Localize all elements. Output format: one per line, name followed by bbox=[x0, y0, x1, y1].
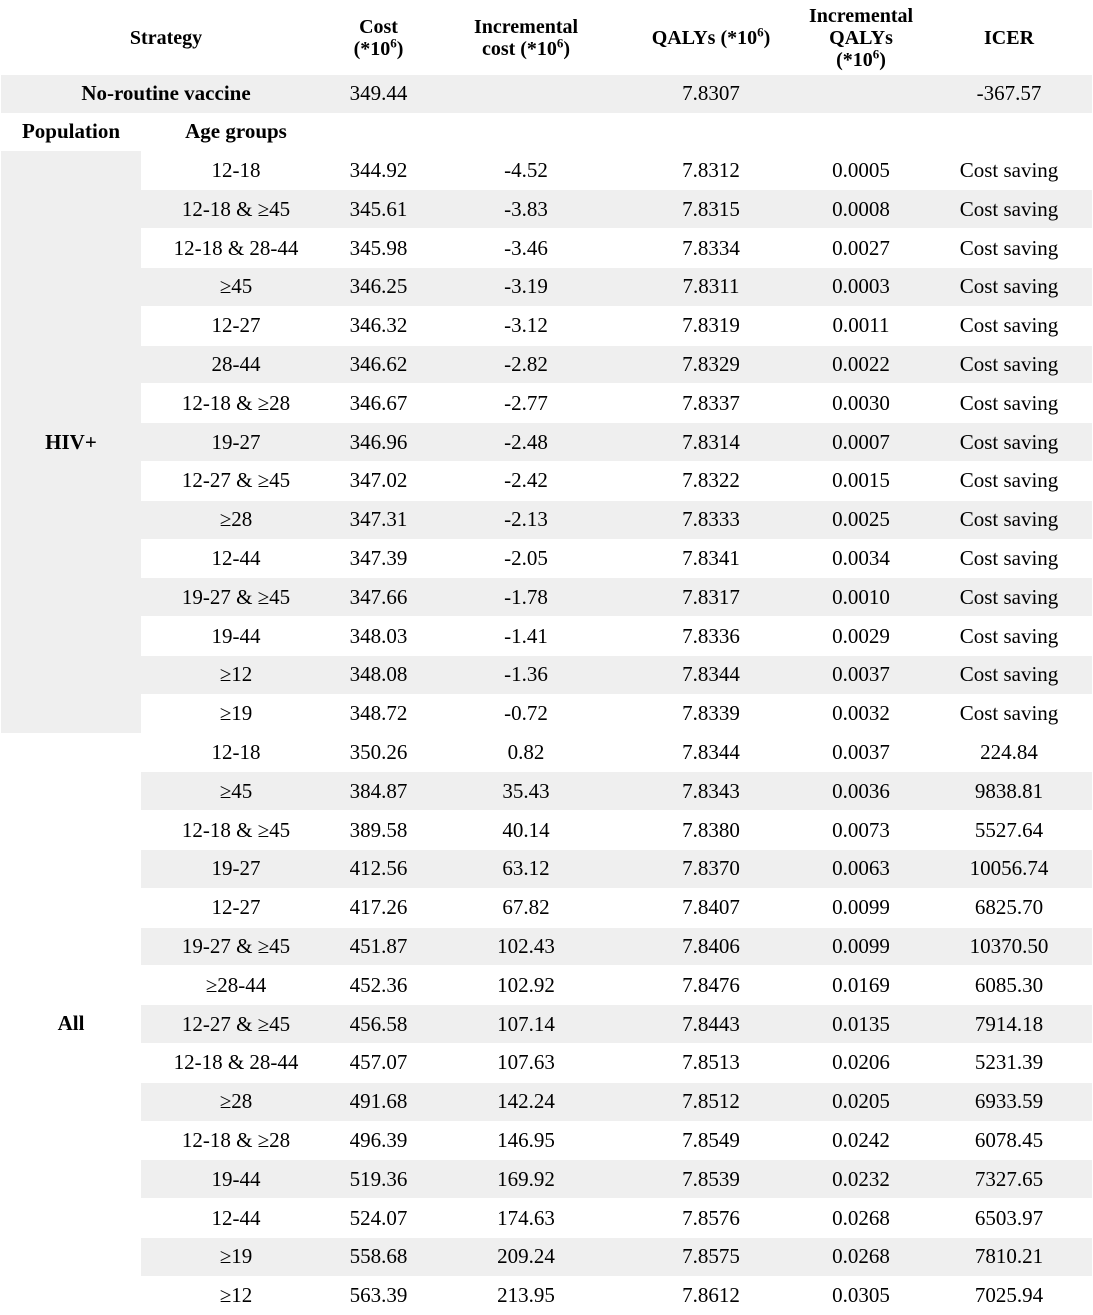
incremental-cost-cell: -0.72 bbox=[426, 694, 626, 733]
qalys-cell: 7.8333 bbox=[626, 500, 796, 539]
incremental-cost-cell: -3.12 bbox=[426, 306, 626, 345]
incremental-qalys-cell: 0.0205 bbox=[796, 1082, 926, 1121]
cost-cell: 348.08 bbox=[331, 655, 426, 694]
cost-cell: 524.07 bbox=[331, 1199, 426, 1238]
cost-cell: 346.62 bbox=[331, 345, 426, 384]
age-group-cell: ≥45 bbox=[141, 267, 331, 306]
age-group-cell: 12-18 & ≥28 bbox=[141, 1121, 331, 1160]
qalys-cell: 7.8344 bbox=[626, 655, 796, 694]
incremental-cost-cell: 40.14 bbox=[426, 811, 626, 850]
baseline-inc-cost bbox=[426, 75, 626, 113]
cost-cell: 345.98 bbox=[331, 229, 426, 268]
age-group-cell: 12-18 bbox=[141, 151, 331, 190]
table-row bbox=[1, 578, 1092, 617]
qalys-cell: 7.8406 bbox=[626, 927, 796, 966]
icer-cell: Cost saving bbox=[926, 423, 1092, 462]
age-group-cell: 12-18 & ≥45 bbox=[141, 190, 331, 229]
incremental-cost-cell: -3.19 bbox=[426, 267, 626, 306]
age-group-cell: 19-27 bbox=[141, 423, 331, 462]
incremental-qalys-cell: 0.0268 bbox=[796, 1237, 926, 1276]
icer-cell: 6933.59 bbox=[926, 1082, 1092, 1121]
incremental-cost-cell: 107.63 bbox=[426, 1043, 626, 1082]
cost-cell: 519.36 bbox=[331, 1160, 426, 1199]
icer-cell: 5527.64 bbox=[926, 811, 1092, 850]
incremental-qalys-cell: 0.0037 bbox=[796, 655, 926, 694]
icer-cell: Cost saving bbox=[926, 617, 1092, 656]
incremental-qalys-cell: 0.0232 bbox=[796, 1160, 926, 1199]
incremental-qalys-cell: 0.0242 bbox=[796, 1121, 926, 1160]
qalys-cell: 7.8576 bbox=[626, 1199, 796, 1238]
incremental-cost-cell: -2.42 bbox=[426, 461, 626, 500]
incremental-cost-cell: -2.13 bbox=[426, 500, 626, 539]
qalys-cell: 7.8312 bbox=[626, 151, 796, 190]
age-group-cell: ≥28 bbox=[141, 500, 331, 539]
baseline-row bbox=[1, 75, 1092, 113]
icer-cell: Cost saving bbox=[926, 694, 1092, 733]
incremental-cost-cell: 213.95 bbox=[426, 1276, 626, 1314]
baseline-qalys: 7.8307 bbox=[626, 75, 796, 113]
header-cost-sup: 6 bbox=[390, 34, 397, 50]
cost-cell: 347.66 bbox=[331, 578, 426, 617]
subheader-empty-cell bbox=[331, 113, 426, 151]
incremental-cost-cell: -1.41 bbox=[426, 617, 626, 656]
qalys-cell: 7.8476 bbox=[626, 966, 796, 1005]
icer-cell: 224.84 bbox=[926, 733, 1092, 772]
cost-cell: 451.87 bbox=[331, 927, 426, 966]
qalys-cell: 7.8549 bbox=[626, 1121, 796, 1160]
subheader-empty-cell bbox=[926, 113, 1092, 151]
incremental-qalys-cell: 0.0037 bbox=[796, 733, 926, 772]
incremental-qalys-cell: 0.0015 bbox=[796, 461, 926, 500]
age-group-cell: ≥19 bbox=[141, 1237, 331, 1276]
qalys-cell: 7.8513 bbox=[626, 1043, 796, 1082]
table-row bbox=[1, 229, 1092, 268]
cost-cell: 563.39 bbox=[331, 1276, 426, 1314]
age-group-cell: 12-27 & ≥45 bbox=[141, 1005, 331, 1044]
incremental-cost-cell: 35.43 bbox=[426, 772, 626, 811]
icer-cell: Cost saving bbox=[926, 345, 1092, 384]
table-row bbox=[1, 927, 1092, 966]
icer-cell: 10370.50 bbox=[926, 927, 1092, 966]
incremental-cost-cell: -3.83 bbox=[426, 190, 626, 229]
table-row bbox=[1, 267, 1092, 306]
incremental-qalys-cell: 0.0099 bbox=[796, 888, 926, 927]
table-row bbox=[1, 888, 1092, 927]
table-row bbox=[1, 384, 1092, 423]
incremental-qalys-cell: 0.0007 bbox=[796, 423, 926, 462]
icer-cell: 9838.81 bbox=[926, 772, 1092, 811]
incremental-cost-cell: 102.43 bbox=[426, 927, 626, 966]
qalys-cell: 7.8370 bbox=[626, 849, 796, 888]
incremental-cost-cell: -1.36 bbox=[426, 655, 626, 694]
incremental-qalys-cell: 0.0073 bbox=[796, 811, 926, 850]
table-row bbox=[1, 966, 1092, 1005]
icer-cell: Cost saving bbox=[926, 151, 1092, 190]
incremental-cost-cell: 67.82 bbox=[426, 888, 626, 927]
age-group-cell: 12-27 & ≥45 bbox=[141, 461, 331, 500]
incremental-cost-cell: -3.46 bbox=[426, 229, 626, 268]
table-row bbox=[1, 1005, 1092, 1044]
cost-cell: 350.26 bbox=[331, 733, 426, 772]
icer-cell: Cost saving bbox=[926, 306, 1092, 345]
incremental-qalys-cell: 0.0030 bbox=[796, 384, 926, 423]
incremental-qalys-cell: 0.0034 bbox=[796, 539, 926, 578]
age-group-cell: 12-18 & 28-44 bbox=[141, 229, 331, 268]
qalys-cell: 7.8612 bbox=[626, 1276, 796, 1314]
age-group-cell: 19-44 bbox=[141, 617, 331, 656]
header-cost-line2: (*10 bbox=[353, 37, 391, 60]
age-group-cell: 12-18 bbox=[141, 733, 331, 772]
qalys-cell: 7.8512 bbox=[626, 1082, 796, 1121]
incremental-cost-cell: -2.05 bbox=[426, 539, 626, 578]
incremental-cost-cell: 0.82 bbox=[426, 733, 626, 772]
incremental-qalys-cell: 0.0027 bbox=[796, 229, 926, 268]
results-table bbox=[1, 0, 1092, 1315]
table-row bbox=[1, 811, 1092, 850]
table-row bbox=[1, 306, 1092, 345]
baseline-icer: -367.57 bbox=[926, 75, 1092, 113]
header-inc-qalys-close: ) bbox=[879, 48, 886, 71]
qalys-cell: 7.8575 bbox=[626, 1237, 796, 1276]
icer-cell: 5231.39 bbox=[926, 1043, 1092, 1082]
header-inc-cost-sup: 6 bbox=[556, 34, 564, 50]
age-group-cell: 12-18 & 28-44 bbox=[141, 1043, 331, 1082]
age-group-cell: 12-44 bbox=[141, 1199, 331, 1238]
cost-cell: 345.61 bbox=[331, 190, 426, 229]
icer-cell: 6503.97 bbox=[926, 1199, 1092, 1238]
table-row bbox=[1, 694, 1092, 733]
cost-cell: 347.31 bbox=[331, 500, 426, 539]
header-inc-cost-close: ) bbox=[563, 37, 571, 60]
incremental-cost-cell: 102.92 bbox=[426, 966, 626, 1005]
icer-cell: Cost saving bbox=[926, 539, 1092, 578]
header-qalys bbox=[626, 0, 796, 75]
qalys-cell: 7.8443 bbox=[626, 1005, 796, 1044]
icer-cell: 6078.45 bbox=[926, 1121, 1092, 1160]
table-row bbox=[1, 539, 1092, 578]
table-row bbox=[1, 772, 1092, 811]
age-group-cell: ≥45 bbox=[141, 772, 331, 811]
qalys-cell: 7.8343 bbox=[626, 772, 796, 811]
cost-cell: 452.36 bbox=[331, 966, 426, 1005]
header-inc-qalys-line3: (*10 bbox=[836, 48, 873, 71]
age-group-cell: 12-18 & ≥45 bbox=[141, 811, 331, 850]
icer-cell: Cost saving bbox=[926, 578, 1092, 617]
age-group-cell: 12-27 bbox=[141, 306, 331, 345]
cost-cell: 348.72 bbox=[331, 694, 426, 733]
header-cost-close: ) bbox=[396, 37, 404, 60]
incremental-qalys-cell: 0.0169 bbox=[796, 966, 926, 1005]
incremental-qalys-cell: 0.0029 bbox=[796, 617, 926, 656]
qalys-cell: 7.8334 bbox=[626, 229, 796, 268]
header-inc-qalys-sup: 6 bbox=[872, 45, 880, 61]
incremental-cost-cell: -1.78 bbox=[426, 578, 626, 617]
incremental-cost-cell: 209.24 bbox=[426, 1237, 626, 1276]
incremental-cost-cell: -4.52 bbox=[426, 151, 626, 190]
icer-cell: Cost saving bbox=[926, 461, 1092, 500]
table-row bbox=[1, 655, 1092, 694]
incremental-cost-cell: -2.48 bbox=[426, 423, 626, 462]
baseline-label: No-routine vaccine bbox=[1, 75, 331, 113]
qalys-cell: 7.8314 bbox=[626, 423, 796, 462]
incremental-qalys-cell: 0.0032 bbox=[796, 694, 926, 733]
incremental-qalys-cell: 0.0305 bbox=[796, 1276, 926, 1314]
incremental-cost-cell: -2.82 bbox=[426, 345, 626, 384]
baseline-cost: 349.44 bbox=[331, 75, 426, 113]
incremental-cost-cell: 107.14 bbox=[426, 1005, 626, 1044]
incremental-qalys-cell: 0.0022 bbox=[796, 345, 926, 384]
age-group-cell: 12-44 bbox=[141, 539, 331, 578]
incremental-qalys-cell: 0.0011 bbox=[796, 306, 926, 345]
header-row bbox=[1, 0, 1092, 75]
table-row bbox=[1, 1121, 1092, 1160]
incremental-cost-cell: 63.12 bbox=[426, 849, 626, 888]
cost-cell: 456.58 bbox=[331, 1005, 426, 1044]
header-inc-qalys-line2: QALYs bbox=[829, 26, 893, 49]
population-all-label: All bbox=[1, 733, 141, 1314]
table-row bbox=[1, 1237, 1092, 1276]
incremental-qalys-cell: 0.0063 bbox=[796, 849, 926, 888]
table-row bbox=[1, 849, 1092, 888]
icer-cell: Cost saving bbox=[926, 267, 1092, 306]
qalys-cell: 7.8319 bbox=[626, 306, 796, 345]
qalys-cell: 7.8380 bbox=[626, 811, 796, 850]
table-row bbox=[1, 461, 1092, 500]
incremental-cost-cell: 174.63 bbox=[426, 1199, 626, 1238]
subheader-age-groups: Age groups bbox=[185, 119, 287, 144]
header-strategy: Strategy bbox=[129, 26, 203, 49]
header-cost-line1: Cost bbox=[359, 15, 398, 38]
cost-cell: 417.26 bbox=[331, 888, 426, 927]
header-inc-cost-line2: cost (*10 bbox=[481, 37, 557, 60]
qalys-cell: 7.8336 bbox=[626, 617, 796, 656]
qalys-cell: 7.8341 bbox=[626, 539, 796, 578]
incremental-cost-cell: 146.95 bbox=[426, 1121, 626, 1160]
subheader-population: Population bbox=[21, 119, 121, 144]
incremental-cost-cell: 169.92 bbox=[426, 1160, 626, 1199]
age-group-cell: 19-44 bbox=[141, 1160, 331, 1199]
header-qalys-close: ) bbox=[763, 26, 771, 49]
cost-cell: 346.25 bbox=[331, 267, 426, 306]
qalys-cell: 7.8317 bbox=[626, 578, 796, 617]
cost-cell: 558.68 bbox=[331, 1237, 426, 1276]
cost-cell: 384.87 bbox=[331, 772, 426, 811]
table-row bbox=[1, 1199, 1092, 1238]
subheader-empty-cell bbox=[626, 113, 796, 151]
incremental-qalys-cell: 0.0036 bbox=[796, 772, 926, 811]
cost-cell: 389.58 bbox=[331, 811, 426, 850]
header-icer: ICER bbox=[984, 26, 1035, 49]
subheader-row bbox=[1, 113, 1092, 151]
age-group-cell: ≥28 bbox=[141, 1082, 331, 1121]
qalys-cell: 7.8407 bbox=[626, 888, 796, 927]
incremental-qalys-cell: 0.0206 bbox=[796, 1043, 926, 1082]
age-group-cell: 19-27 & ≥45 bbox=[141, 927, 331, 966]
icer-cell: 7810.21 bbox=[926, 1237, 1092, 1276]
cost-cell: 491.68 bbox=[331, 1082, 426, 1121]
cost-cell: 412.56 bbox=[331, 849, 426, 888]
icer-cell: Cost saving bbox=[926, 384, 1092, 423]
icer-cell: 7914.18 bbox=[926, 1005, 1092, 1044]
table-row bbox=[1, 190, 1092, 229]
population-hiv-label: HIV+ bbox=[1, 151, 141, 733]
icer-cell: 6825.70 bbox=[926, 888, 1092, 927]
qalys-cell: 7.8344 bbox=[626, 733, 796, 772]
incremental-qalys-cell: 0.0025 bbox=[796, 500, 926, 539]
qalys-cell: 7.8315 bbox=[626, 190, 796, 229]
age-group-cell: ≥12 bbox=[141, 1276, 331, 1314]
header-incremental-qalys bbox=[796, 0, 926, 75]
age-group-cell: 12-27 bbox=[141, 888, 331, 927]
icer-cell: Cost saving bbox=[926, 229, 1092, 268]
cost-cell: 346.32 bbox=[331, 306, 426, 345]
table-row bbox=[1, 1082, 1092, 1121]
qalys-cell: 7.8311 bbox=[626, 267, 796, 306]
qalys-cell: 7.8339 bbox=[626, 694, 796, 733]
table-row bbox=[1, 733, 1092, 772]
incremental-qalys-cell: 0.0099 bbox=[796, 927, 926, 966]
baseline-inc-qalys bbox=[796, 75, 926, 113]
age-group-cell: ≥28-44 bbox=[141, 966, 331, 1005]
cost-cell: 347.02 bbox=[331, 461, 426, 500]
incremental-qalys-cell: 0.0008 bbox=[796, 190, 926, 229]
age-group-cell: ≥19 bbox=[141, 694, 331, 733]
table-row bbox=[1, 1043, 1092, 1082]
cost-cell: 346.96 bbox=[331, 423, 426, 462]
cost-cell: 496.39 bbox=[331, 1121, 426, 1160]
age-group-cell: ≥12 bbox=[141, 655, 331, 694]
qalys-cell: 7.8539 bbox=[626, 1160, 796, 1199]
icer-cell: Cost saving bbox=[926, 500, 1092, 539]
incremental-qalys-cell: 0.0003 bbox=[796, 267, 926, 306]
table-row bbox=[1, 1160, 1092, 1199]
icer-cell: 6085.30 bbox=[926, 966, 1092, 1005]
table-row bbox=[1, 617, 1092, 656]
header-inc-qalys-line1: Incremental bbox=[808, 4, 914, 27]
table-row bbox=[1, 1276, 1092, 1314]
table-row bbox=[1, 345, 1092, 384]
header-inc-cost-line1: Incremental bbox=[473, 15, 579, 38]
incremental-cost-cell: 142.24 bbox=[426, 1082, 626, 1121]
incremental-qalys-cell: 0.0010 bbox=[796, 578, 926, 617]
header-qalys-sup: 6 bbox=[757, 23, 764, 39]
header-incremental-cost bbox=[426, 0, 626, 75]
icer-cell: Cost saving bbox=[926, 655, 1092, 694]
incremental-qalys-cell: 0.0135 bbox=[796, 1005, 926, 1044]
qalys-cell: 7.8322 bbox=[626, 461, 796, 500]
table-row bbox=[1, 151, 1092, 190]
icer-cell: Cost saving bbox=[926, 190, 1092, 229]
incremental-qalys-cell: 0.0268 bbox=[796, 1199, 926, 1238]
qalys-cell: 7.8329 bbox=[626, 345, 796, 384]
header-cost bbox=[331, 0, 426, 75]
subheader-empty-cell bbox=[426, 113, 626, 151]
table-body bbox=[1, 75, 1092, 1315]
cost-cell: 344.92 bbox=[331, 151, 426, 190]
icer-cell: 10056.74 bbox=[926, 849, 1092, 888]
age-group-cell: 12-18 & ≥28 bbox=[141, 384, 331, 423]
cost-cell: 348.03 bbox=[331, 617, 426, 656]
incremental-cost-cell: -2.77 bbox=[426, 384, 626, 423]
qalys-cell: 7.8337 bbox=[626, 384, 796, 423]
incremental-qalys-cell: 0.0005 bbox=[796, 151, 926, 190]
cost-cell: 347.39 bbox=[331, 539, 426, 578]
table-row bbox=[1, 423, 1092, 462]
age-group-cell: 19-27 bbox=[141, 849, 331, 888]
age-group-cell: 28-44 bbox=[141, 345, 331, 384]
age-group-cell: 19-27 & ≥45 bbox=[141, 578, 331, 617]
icer-cell: 7327.65 bbox=[926, 1160, 1092, 1199]
subheader-empty-cell bbox=[796, 113, 926, 151]
header-qalys-text: QALYs (*10 bbox=[651, 26, 758, 49]
table-row bbox=[1, 500, 1092, 539]
cost-cell: 346.67 bbox=[331, 384, 426, 423]
icer-cell: 7025.94 bbox=[926, 1276, 1092, 1314]
cost-cell: 457.07 bbox=[331, 1043, 426, 1082]
